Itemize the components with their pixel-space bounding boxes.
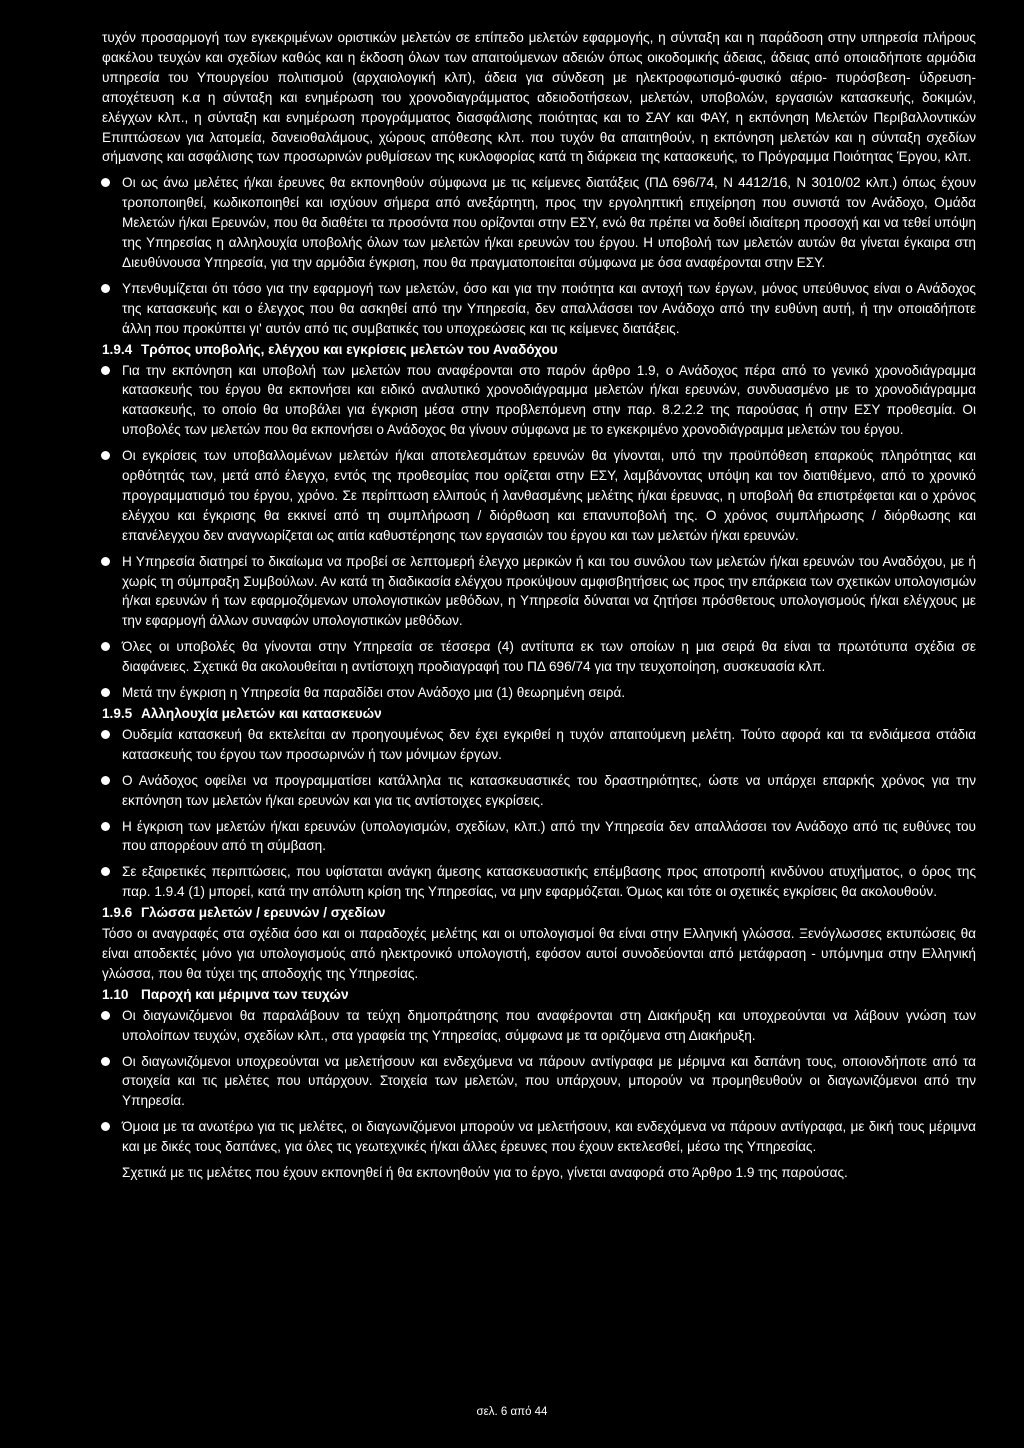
list-item: Σε εξαιρετικές περιπτώσεις, που υφίσταται ανάγκη άμεσης κατασκευαστικής επέμβασης προς αποτροπή κινδύνου ατυχήματος, ο όρος της παρ. 1.9.4 (1) μπορεί, κατά την απόλυτη κρίση της Υπηρεσίας, να μην εφαρμόζεται. Όμως και τότε οι σχετικές εγκρίσεις θα ακολουθούν. (102, 862, 976, 902)
section-heading-1-9-6 (102, 903, 976, 923)
list-item: Μετά την έγκριση η Υπηρεσία θα παραδίδει στον Ανάδοχο μια (1) θεωρημένη σειρά. (102, 683, 976, 703)
intro-paragraph: τυχόν προσαρμογή των εγκεκριμένων οριστικών μελετών σε επίπεδο μελετών εφαρμογής, η σύνταξη και η παράδοση στην υπηρεσία πλήρους φακέλου τευχών και σχεδίων καθώς και η έκδοση όλων των απαιτούμενων αδειών όπως οικοδομικής άδειας, άδειας από οποιαδήποτε αρμόδια υπηρεσία του Υπουργείου πολιτισμού (αρχαιολογική κλπ), άδεια για σύνδεση με ηλεκτροφωτισμό-φυσικό αέριο- πυρόσβεση- ύδρευση-αποχέτευση κ.α η σύνταξη και ενημέρωση του χρονοδιαγράμματος αδειοδοτήσεων, μελετών, υποβολών, εργασιών κατασκευής, δοκιμών, ελέγχων κλπ., η σύνταξη και ενημέρωση προγράμματος διασφάλισης ποιότητας και το ΣΑΥ και ΦΑΥ, η εκπόνηση Μελετών Περιβαλλοντικών Επιπτώσεων για λατομεία, δανειοθαλάμους, χώρους απόθεσης κλπ. που τυχόν θα απαιτηθούν, η εκπόνηση μελετών και η σύνταξη σχεδίων σήμανσης και ασφάλισης των προσωρινών ρυθμίσεων της κυκλοφορίας κατά τη διάρκεια της κατασκευής, το Πρόγραμμα Ποιότητας Έργου, κλπ. (102, 30, 976, 165)
section-heading-1-9-4 (102, 340, 976, 360)
section-title: Αλληλουχία μελετών και κατασκευών (141, 706, 382, 721)
section-heading-1-10 (102, 985, 976, 1005)
document-page (102, 28, 976, 1183)
list-item: Υπενθυμίζεται ότι τόσο για την εφαρμογή των μελετών, όσο και για την ποιότητα και αντοχή των έργων, μόνος υπεύθυνος είναι ο Ανάδοχος της κατασκευής και ο έλεγχος που θα ασκηθεί από την Υπηρεσία, δεν απαλλάσσει τον Ανάδοχο από την ευθύνη αυτή, ή την οποιαδήποτε άλλη που προκύπτει γι' αυτόν από τις συμβατικές του υποχρεώσεις και τις κείμενες διατάξεις. (102, 279, 976, 339)
section-number: 1.10 (102, 986, 129, 1002)
list-item: Για την εκπόνηση και υποβολή των μελετών που αναφέρονται στο παρόν άρθρο 1.9, ο Ανάδοχος πέρα από το γενικό χρονοδιάγραμμα κατασκευής του έργου θα εκπονήσει και ειδικό αναλυτικό χρονοδιάγραμμα μελετών ή/και ερευνών, συνδυασμένο με το χρονοδιάγραμμα κατασκευής, το οποίο θα υποβάλει για έγκριση μέσα στην προβλεπόμενη στην παρ. 8.2.2.2 της παρούσας ή στην ΕΣΥ προθεσμία. Οι υποβολές των μελετών που θα εκπονήσει ο Ανάδοχος θα γίνουν σύμφωνα με το εγκεκριμένο χρονοδιάγραμμα μελετών του έργου. (102, 361, 976, 441)
list-item: Όμοια με τα ανωτέρω για τις μελέτες, οι διαγωνιζόμενοι μπορούν να μελετήσουν, και ενδεχόμενα να πάρουν αντίγραφα, με δική τους μέριμνα και με δικές τους δαπάνες, για όλες τις γεωτεχνικές ή/και άλλες έρευνες που έχουν εκτελεσθεί, μέσω της Υπηρεσίας. (102, 1117, 976, 1157)
list-item: Ουδεμία κατασκευή θα εκτελείται αν προηγουμένως δεν έχει εγκριθεί η τυχόν απαιτούμενη μελέτη. Τούτο αφορά και τα ενδιάμεσα στάδια κατασκευής του έργου των προσωρινών ή των μόνιμων έργων. (102, 725, 976, 765)
section-title: Γλώσσα μελετών / ερευνών / σχεδίων (141, 905, 386, 921)
section-heading-1-9-5 (102, 704, 976, 724)
section-number: 1.9.4 (102, 341, 133, 357)
section-paragraph: Τόσο οι αναγραφές στα σχέδια όσο και οι παραδοχές μελέτης και οι υπολογισμοί θα είναι στην Ελληνική γλώσσα. Ξενόγλωσσες εκτυπώσεις θα είναι αποδεκτές μόνο για υπολογισμούς από ηλεκτρονικό υπολογιστή, εφόσον αυτοί συνοδεύονται από μετάφραση - υπόμνημα στην Ελληνική γλώσσα, που θα τύχει της αποδοχής της Υπηρεσίας. (102, 926, 976, 981)
closing-paragraph: Σχετικά με τις μελέτες που έχουν εκπονηθεί ή θα εκπονηθούν για το έργο, γίνεται αναφορά στο Άρθρο 1.9 της παρούσας. (122, 1165, 848, 1181)
list-item: Ο Ανάδοχος οφείλει να προγραμματίσει κατάλληλα τις κατασκευαστικές του δραστηριότητες, ώστε να υπάρχει επαρκής χρόνος για την εκπόνηση των μελετών ή/και ερευνών και για τις αντίστοιχες εγκρίσεις. (102, 771, 976, 811)
list-item: Η Υπηρεσία διατηρεί το δικαίωμα να προβεί σε λεπτομερή έλεγχο μερικών ή και του συνόλου των μελετών ή/και ερευνών του Αναδόχου, με ή χωρίς τη σύμπραξη Συμβούλων. Αν κατά τη διαδικασία ελέγχου προκύψουν αμφισβητήσεις ως προς την επάρκεια των σχετικών υπολογισμών ή/και ερευνών ή των εφαρμοζόμενων υπολογιστικών μεθόδων, η Υπηρεσία δύναται να ζητήσει πρόσθετους υπολογισμούς ή/και ελέγχους με την εφαρμογή άλλων συναφών υπολογιστικών μεθόδων. (102, 552, 976, 632)
list-item: Η έγκριση των μελετών ή/και ερευνών (υπολογισμών, σχεδίων, κλπ.) από την Υπηρεσία δεν απαλλάσσει τον Ανάδοχο από τις ευθύνες του που απορρέουν από τη σύμβαση. (102, 817, 976, 857)
list-item: Οι διαγωνιζόμενοι υποχρεούνται να μελετήσουν και ενδεχόμενα να πάρουν αντίγραφα με μέριμνα και δαπάνη τους, οποιονδήποτε από τα στοιχεία και τις μελέτες που υπάρχουν. Στοιχεία των μελετών, που υπάρχουν, μπορούν να προμηθευθούν οι διαγωνιζόμενοι από την Υπηρεσία. (102, 1052, 976, 1112)
list-item: Οι εγκρίσεις των υποβαλλομένων μελετών ή/και αποτελεσμάτων ερευνών θα γίνονται, υπό την προϋπόθεση επαρκούς πληρότητας και ορθότητάς των, μετά από έλεγχο, εντός της προθεσμίας που ορίζεται στην ΕΣΥ, λαμβάνοντας υπόψη και τον διατιθέμενο, από το χρονικό προγραμματισμό του έργου, χρόνο. Σε περίπτωση ελλιπούς ή λανθασμένης μελέτης ή/και έρευνας, η υποβολή θα επιστρέφεται και ο χρόνος ελέγχου και έγκρισης θα εκκινεί από τη συμπλήρωση / διόρθωση και επανυποβολή της. Ο χρόνος συμπλήρωσης / διόρθωσης και επανέλεγχου δεν αναγνωρίζεται ως αιτία καθυστέρησης των εργασιών του έργου και των μελετών ή/και ερευνών. (102, 446, 976, 546)
page-number-footer: σελ. 6 από 44 (476, 1406, 548, 1418)
section-title: Τρόπος υποβολής, ελέγχου και εγκρίσεις μελετών του Αναδόχου (141, 341, 558, 357)
section-number: 1.9.5 (102, 706, 133, 721)
list-item: Όλες οι υποβολές θα γίνονται στην Υπηρεσία σε τέσσερα (4) αντίτυπα εκ των οποίων η μια σειρά θα είναι τα πρωτότυπα σχέδια σε διαφάνειες. Σχετικά θα ακολουθείται η αντίστοιχη προδιαγραφή του ΠΔ 696/74 για την τευχοποίηση, συσκευασία κλπ. (102, 637, 976, 677)
list-item: Οι διαγωνιζόμενοι θα παραλάβουν τα τεύχη δημοπράτησης που αναφέρονται στη Διακήρυξη και υποχρεούνται να λάβουν γνώση των υπολοίπων τευχών, σχεδίων κλπ., στα γραφεία της Υπηρεσίας, σύμφωνα με τα οριζόμενα στη Διακήρυξη. (102, 1006, 976, 1046)
list-item: Οι ως άνω μελέτες ή/και έρευνες θα εκπονηθούν σύμφωνα με τις κείμενες διατάξεις (ΠΔ 696/74, Ν 4412/16, Ν 3010/02 κλπ.) όπως έχουν τροποποιηθεί, κωδικοποιηθεί και ισχύουν σήμερα από ανεξάρτητη, προς την εργοληπτική επιχείρηση που συνιστά τον Ανάδοχο, Ομάδα Μελετών ή/και Ερευνών, που θα διαθέτει τα προσόντα που ορίζονται στην ΕΣΥ, ενώ θα πρέπει να δοθεί ιδιαίτερη προσοχή και να τεθεί υπόψη της Υπηρεσίας η αλληλουχία υποβολής όλων των μελετών ή/και ερευνών του έργου. Η υποβολή των μελετών αυτών θα γίνεται έγκαιρα στη Διευθύνουσα Υπηρεσία, για την αρμόδια έγκριση, που θα πραγματοποιείται σύμφωνα με όσα αναφέρονται στην ΕΣΥ. (102, 173, 976, 273)
section-number: 1.9.6 (102, 905, 133, 921)
section-title: Παροχή και μέριμνα των τευχών (141, 986, 349, 1002)
